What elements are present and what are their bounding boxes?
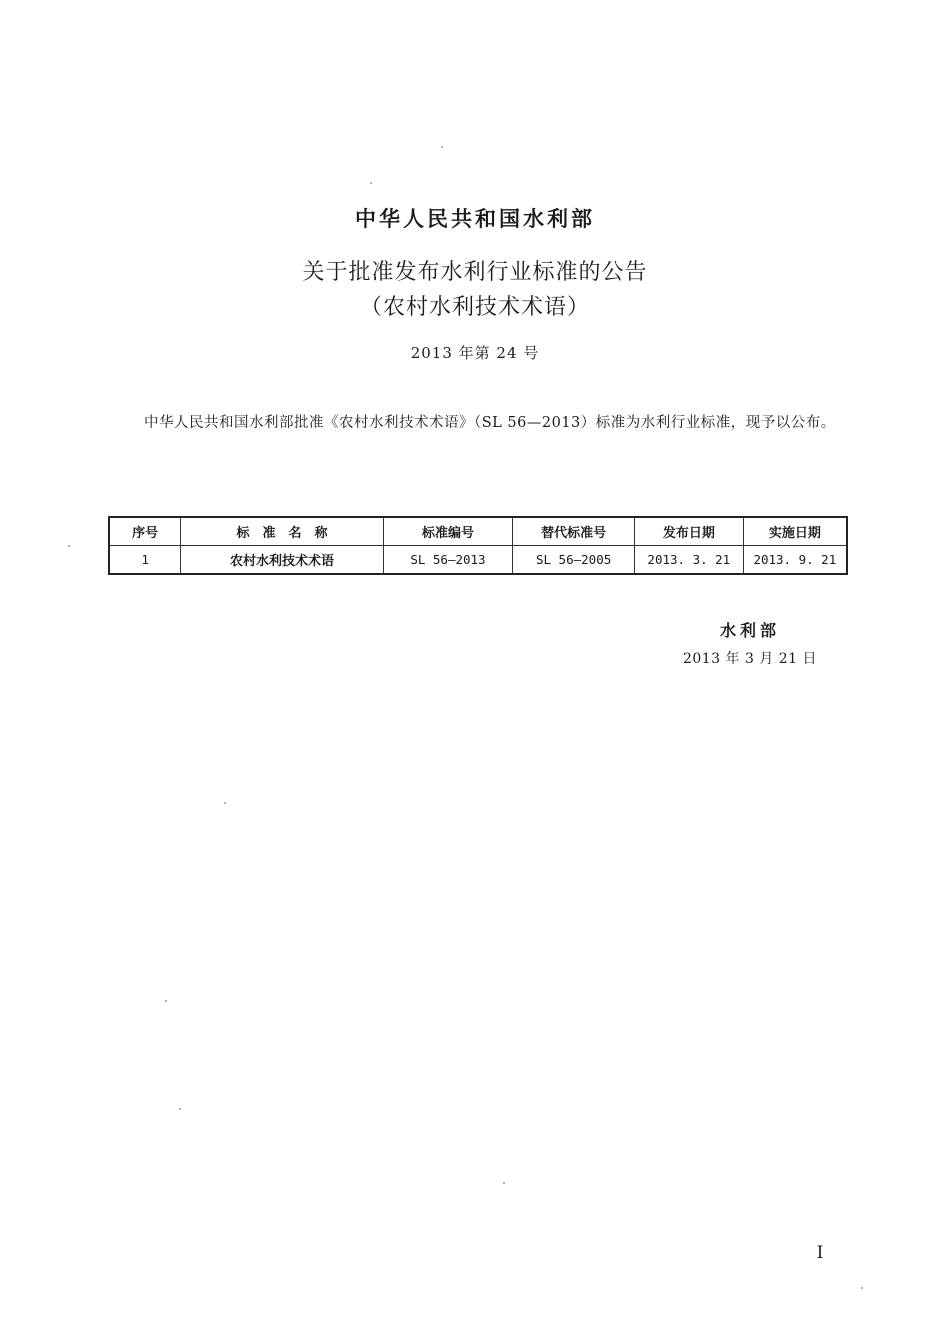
- header-serial-number: 序号: [109, 517, 181, 546]
- cell-effective-date: 2013. 9. 21: [743, 546, 847, 575]
- cell-replaced-standard: SL 56—2005: [513, 546, 635, 575]
- notice-body-paragraph: 中华人民共和国水利部批准《农村水利技术术语》（SL 56—2013）标准为水利行业标准，现予以公布。: [144, 415, 836, 431]
- cell-issue-date: 2013. 3. 21: [634, 546, 743, 575]
- notice-number: 2013 年第 24 号: [410, 344, 540, 362]
- standards-table: [108, 516, 848, 575]
- scan-speck: [861, 1287, 863, 1289]
- scan-speck: [165, 1000, 167, 1002]
- issuing-organization-title: 中华人民共和国水利部: [355, 206, 595, 231]
- page-number: I: [816, 1243, 824, 1263]
- scan-speck: [68, 545, 70, 547]
- table-header-row: [109, 517, 847, 546]
- notice-subtitle: （农村水利技术术语）: [359, 295, 590, 320]
- scan-speck: [441, 146, 443, 148]
- notice-title: 关于批准发布水利行业标准的公告: [302, 260, 648, 285]
- table-row: [109, 546, 847, 575]
- scan-speck: [224, 802, 226, 804]
- header-standard-name: 标 准 名 称: [181, 517, 383, 546]
- cell-standard-name: 农村水利技术术语: [181, 546, 383, 575]
- header-replaced-standard: 替代标准号: [513, 517, 635, 546]
- scan-speck: [503, 1182, 505, 1184]
- signature-organization: 水利部: [719, 621, 780, 640]
- header-issue-date: 发布日期: [634, 517, 743, 546]
- cell-serial-number: 1: [109, 546, 181, 575]
- scan-speck: [370, 182, 372, 184]
- signature-date: 2013 年 3 月 21 日: [682, 651, 818, 667]
- scan-speck: [179, 1108, 181, 1110]
- header-standard-code: 标准编号: [383, 517, 513, 546]
- cell-standard-code: SL 56—2013: [383, 546, 513, 575]
- header-effective-date: 实施日期: [743, 517, 847, 546]
